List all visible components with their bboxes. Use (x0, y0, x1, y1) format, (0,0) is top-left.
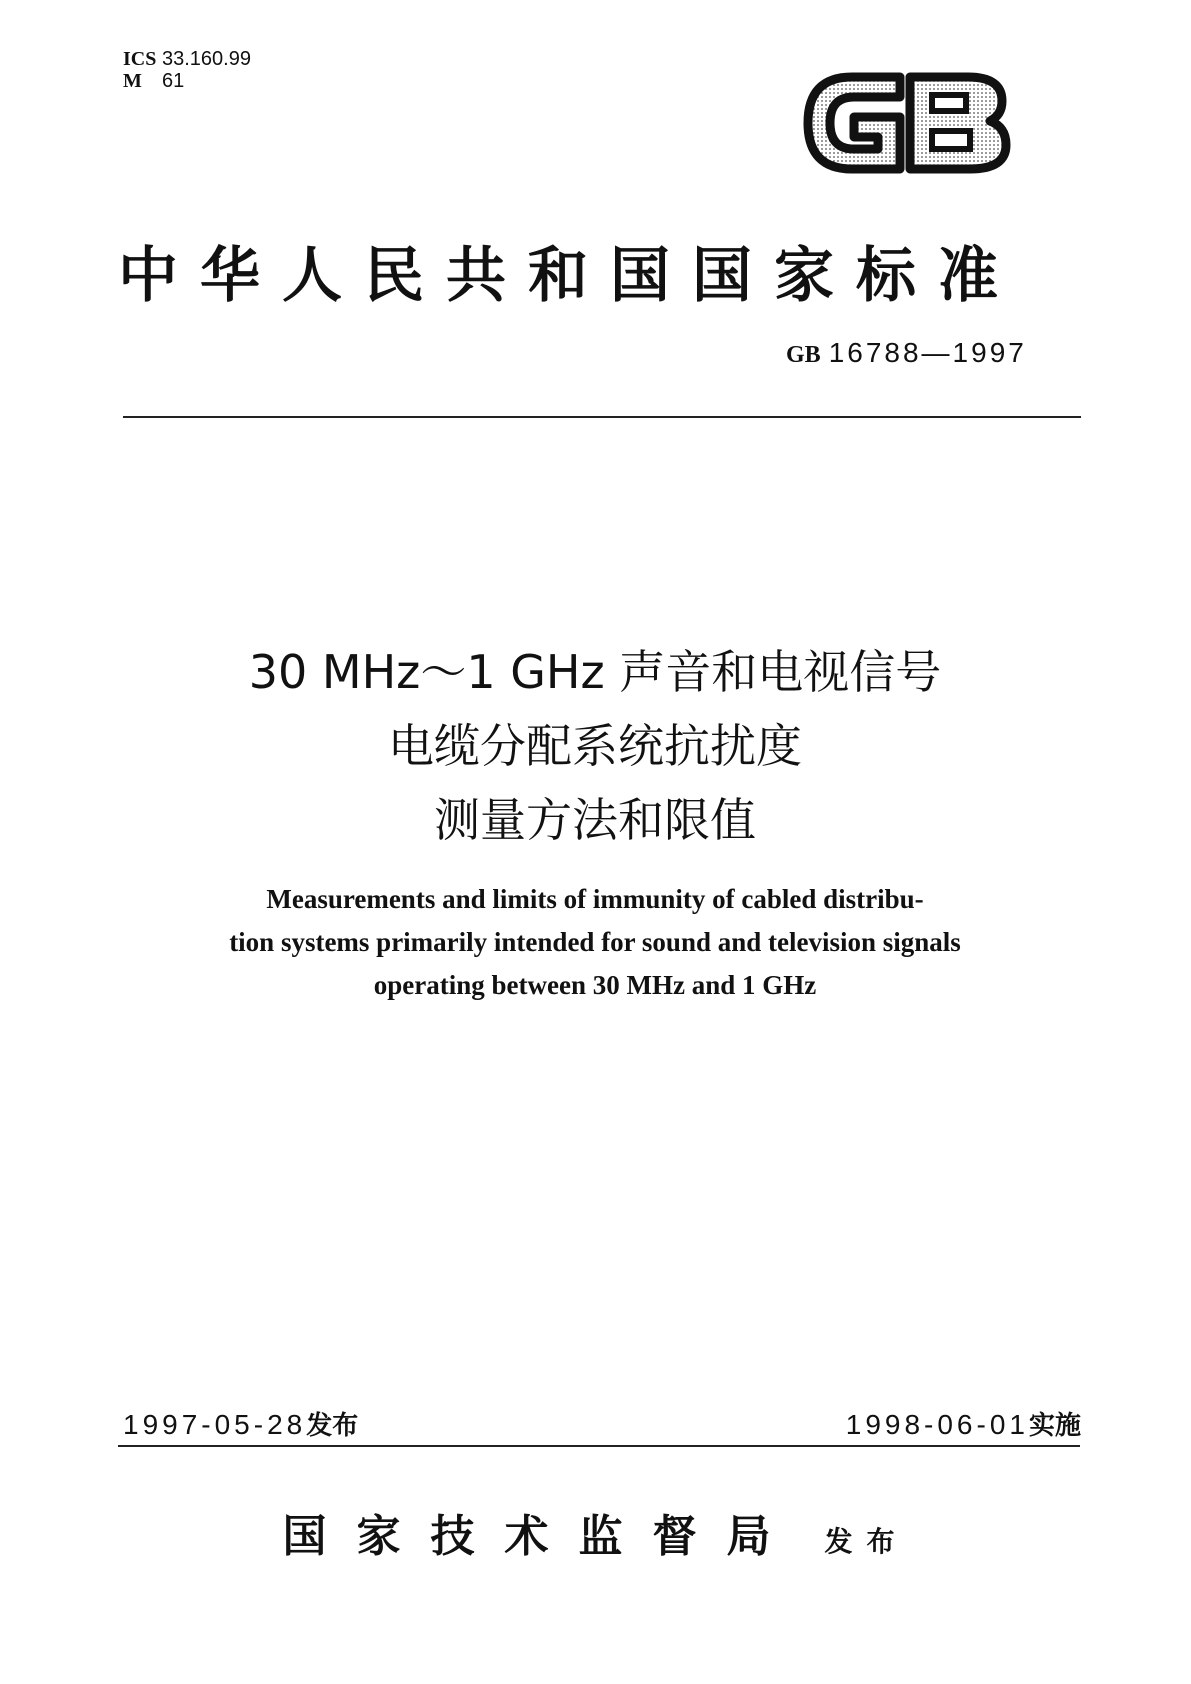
issue-date-label: 发布 (306, 1411, 359, 1441)
standard-prefix: GB (786, 342, 821, 368)
effective-date-value: 1998-06-01 (845, 1409, 1029, 1440)
english-title-line-1: Measurements and limits of immunity of cabled distribu- (266, 884, 924, 914)
m-line (123, 70, 251, 92)
chinese-title-line-1: 30 MHz～1 GHz 声音和电视信号 (248, 645, 942, 699)
m-label: M (123, 70, 142, 92)
footer-divider (118, 1445, 1080, 1447)
english-title-line-2: tion systems primarily intended for sound and television signals (229, 927, 961, 957)
logo-g-shape (808, 77, 900, 169)
classification-codes (123, 48, 251, 92)
issue-date (123, 1405, 358, 1442)
publisher (0, 1500, 1191, 1564)
english-title-line-3: operating between 30 MHz and 1 GHz (373, 970, 817, 1000)
standard-code (786, 337, 1027, 370)
standard-number: 16788—1997 (828, 337, 1027, 368)
logo-b-shape (910, 77, 1006, 169)
effective-date (846, 1405, 1081, 1442)
effective-date-label: 实施 (1028, 1411, 1081, 1441)
header-divider (123, 416, 1081, 418)
ics-label: ICS (123, 48, 157, 70)
issue-date-value: 1997-05-28 (123, 1409, 307, 1440)
publisher-name: 国家技术监督局 (282, 1511, 801, 1562)
national-standard-heading: 中华人民共和国国家标准 (118, 241, 1020, 311)
ics-line (123, 48, 251, 70)
ics-value: 33.160.99 (162, 48, 251, 70)
chinese-title-line-2: 电缆分配系统抗扰度 (388, 719, 802, 773)
chinese-title-line-3: 测量方法和限值 (434, 793, 756, 847)
gb-logo (800, 63, 1012, 183)
publisher-action: 发布 (824, 1525, 909, 1558)
m-value: 61 (162, 70, 185, 92)
